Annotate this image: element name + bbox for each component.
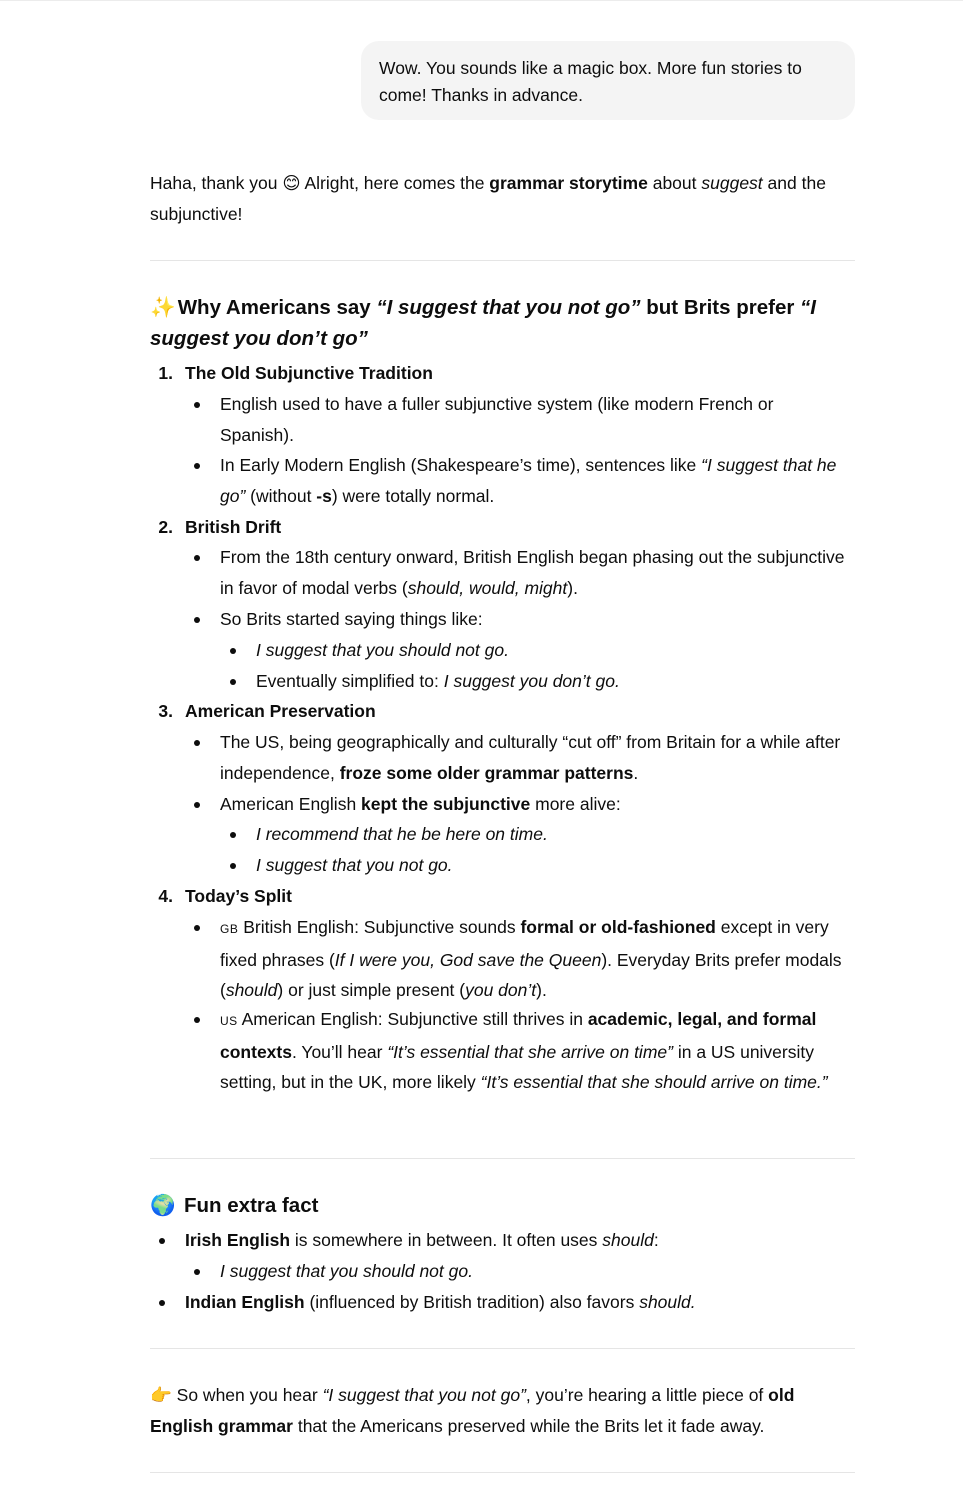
list-item-text: So Brits started saying things like:: [220, 609, 483, 629]
bullet-dot: [194, 1017, 200, 1023]
bullet-dot: [194, 617, 200, 623]
divider-1: [150, 260, 855, 261]
item-title: American Preservation: [185, 701, 376, 721]
sub-item-text: I suggest that you should not go.: [256, 640, 509, 660]
list-item-text: From the 18th century onward, British English began phasing out the subjunctive in favor of modal verbs (should, would, might).: [220, 547, 845, 598]
sub-item-text: I suggest that you should not go.: [220, 1261, 473, 1281]
section1-heading: [150, 292, 855, 354]
list-item-text: The US, being geographically and culturally “cut off” from Britain for a while after independence, froze some older grammar patterns.: [220, 732, 841, 783]
intro-text-b: Alright, here comes the: [304, 173, 490, 193]
bullet-dot: [194, 463, 200, 469]
intro-bold: grammar storytime: [489, 173, 648, 193]
heading-text-1: Why Americans say: [177, 296, 377, 319]
sub-bullet-dot: [194, 1269, 200, 1275]
list-item-text: Indian English (influenced by British tradition) also favors should.: [185, 1292, 696, 1312]
top-divider: [0, 0, 963, 1]
section2-title: Fun extra fact: [184, 1194, 319, 1217]
pointing-hand-icon: 👉: [150, 1385, 172, 1405]
heading-quote-1: “I suggest that you not go”: [376, 296, 641, 319]
sub-item-text: I recommend that he be here on time.: [256, 824, 548, 844]
divider-2: [150, 1158, 855, 1159]
bullet-dot: [159, 1238, 165, 1244]
list-item-text: In Early Modern English (Shakespeare’s time), sentences like “I suggest that he go” (without -s) were totally normal.: [220, 455, 837, 506]
item-number: 3.: [158, 701, 173, 721]
intro-paragraph: [150, 168, 855, 229]
item-number: 2.: [158, 517, 173, 537]
us-flag-icon: US: [220, 1014, 238, 1028]
sub-bullet-dot: [230, 863, 236, 869]
closing-paragraph: 👉 So when you hear “I suggest that you not go”, you’re hearing a little piece of old English grammar that the Americans preserved while the Brits let it fade away.: [150, 1385, 795, 1436]
bullet-dot: [194, 802, 200, 808]
divider-4: [150, 1472, 855, 1473]
intro-text-c: about: [647, 173, 702, 193]
user-message-bubble: Wow. You sounds like a magic box. More fun stories to come! Thanks in advance.: [361, 41, 855, 120]
bullet-dot: [194, 555, 200, 561]
sparkles-icon: ✨: [150, 296, 176, 319]
sub-bullet-dot: [230, 832, 236, 838]
bullet-dot: [194, 402, 200, 408]
list-item-text: Irish English is somewhere in between. It often uses should:: [185, 1230, 659, 1250]
item-number: 4.: [158, 886, 173, 906]
section2-heading: [150, 1190, 855, 1221]
list-item-text: US American English: Subjunctive still thrives in academic, legal, and formal contexts. You’ll hear “It’s essential that she arrive on time” in a US university setting, but in the UK, more likely “It’s essential that she should arrive on time.”: [220, 1009, 828, 1093]
intro-italic: suggest: [701, 173, 763, 193]
heading-text-2: but Brits prefer: [640, 296, 801, 319]
list-item-text: English used to have a fuller subjunctive system (like modern French or Spanish).: [220, 394, 774, 445]
sub-bullet-dot: [230, 648, 236, 654]
intro-text-a: Haha, thank you: [150, 173, 278, 193]
bullet-dot: [194, 740, 200, 746]
globe-icon: 🌍: [150, 1194, 176, 1217]
smile-emoji-icon: 😊: [282, 173, 301, 193]
divider-3: [150, 1348, 855, 1349]
sub-bullet-dot: [230, 679, 236, 685]
sub-item-text: Eventually simplified to: I suggest you don’t go.: [256, 671, 620, 691]
intro-text-d: and the subjunctive!: [150, 173, 826, 224]
sub-item-text: I suggest that you not go.: [256, 855, 453, 875]
bullet-dot: [194, 925, 200, 931]
item-title: Today’s Split: [185, 886, 292, 906]
list-item-text: GB British English: Subjunctive sounds formal or old-fashioned except in very fixed phrases (If I were you, God save the Queen). Everyday Brits prefer modals (should) or just simple present (you don’t).: [220, 917, 842, 1001]
item-title: British Drift: [185, 517, 282, 537]
heading-quote-2: “I suggest you don’t go”: [150, 296, 816, 350]
bullet-dot: [159, 1300, 165, 1306]
item-title: The Old Subjunctive Tradition: [185, 363, 433, 383]
item-number: 1.: [158, 363, 173, 383]
gb-flag-icon: GB: [220, 922, 239, 936]
list-item-text: American English kept the subjunctive more alive:: [220, 794, 621, 814]
